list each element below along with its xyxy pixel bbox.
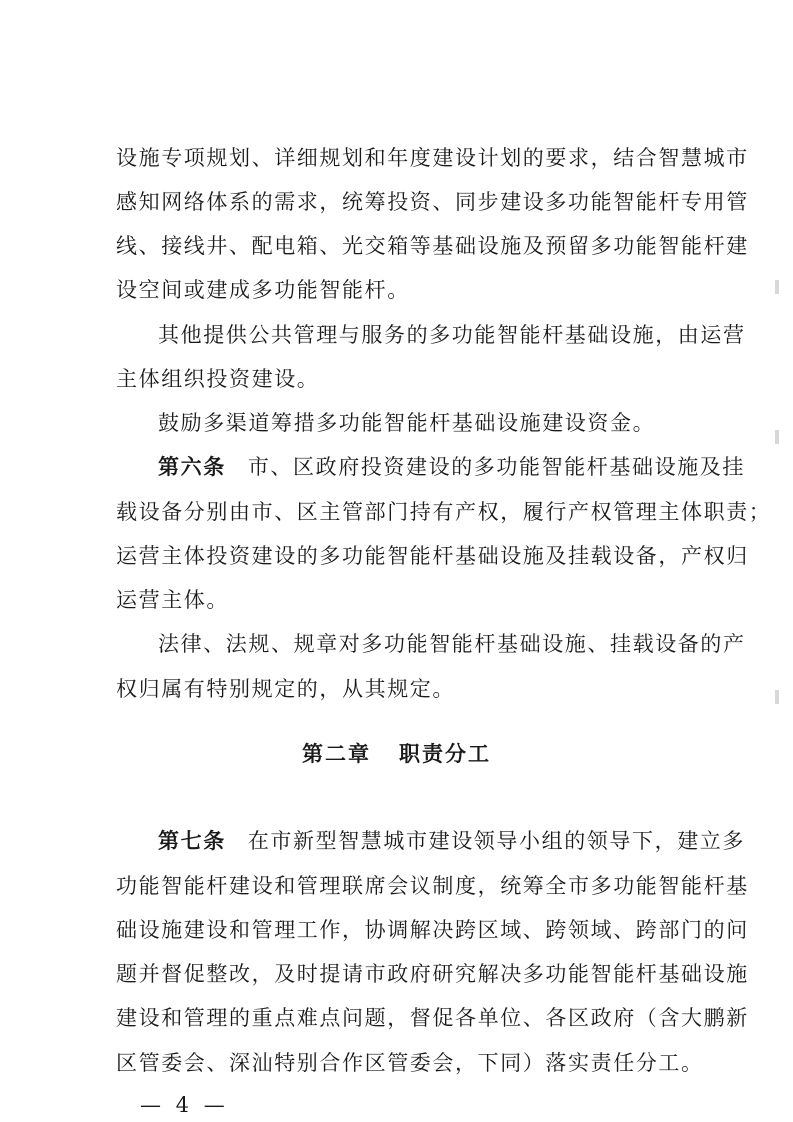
- text-line: 运营主体。: [116, 588, 229, 612]
- scan-mark: [775, 280, 779, 294]
- page-number: — 4 —: [140, 1093, 229, 1117]
- text-line: 鼓励多渠道筹措多功能智能杆基础设施建设资金。: [158, 411, 656, 435]
- text-line: 设施专项规划、详细规划和年度建设计划的要求，结合智慧城市: [116, 146, 749, 170]
- text-line: 设空间或建成多功能智能杆。: [116, 278, 410, 302]
- article-7-first-line: [158, 826, 746, 856]
- text-line: 其他提供公共管理与服务的多功能智能杆基础设施，由运营: [158, 323, 746, 347]
- text-line: 区管委会、深汕特别合作区管委会，下同）落实责任分工。: [116, 1051, 704, 1075]
- text-line: 感知网络体系的需求，统筹投资、同步建设多功能智能杆专用管: [116, 190, 749, 214]
- text-line: 功能智能杆建设和管理联席会议制度，统筹全市多功能智能杆基: [116, 874, 749, 898]
- text-line: 础设施建设和管理工作，协调解决跨区域、跨领域、跨部门的问: [116, 918, 749, 942]
- text-span: 在市新型智慧城市建设领导小组的领导下，建立多: [247, 829, 746, 853]
- article-7-label: 第七条: [158, 829, 226, 853]
- article-6-first-line: [158, 452, 746, 482]
- text-line: 建设和管理的重点难点问题，督促各单位、各区政府（含大鹏新: [116, 1006, 749, 1030]
- chapter-title: 职责分工: [399, 742, 491, 766]
- text-line: 线、接线井、配电箱、光交箱等基础设施及预留多功能智能杆建: [116, 234, 749, 258]
- article-6-label: 第六条: [158, 455, 226, 479]
- scan-mark: [775, 690, 779, 704]
- text-line: 主体组织投资建设。: [116, 367, 320, 391]
- text-line: 题并督促整改，及时提请市政府研究解决多功能智能杆基础设施: [116, 962, 749, 986]
- scan-mark: [775, 430, 779, 444]
- text-line: 载设备分别由市、区主管部门持有产权，履行产权管理主体职责；: [116, 500, 772, 524]
- text-line: 权归属有特别规定的，从其规定。: [116, 677, 455, 701]
- text-line: 法律、法规、规章对多功能智能杆基础设施、挂载设备的产: [158, 632, 746, 656]
- text-line: 运营主体投资建设的多功能智能杆基础设施及挂载设备，产权归: [116, 544, 749, 568]
- chapter-number: 第二章: [302, 742, 371, 766]
- text-span: 市、区政府投资建设的多功能智能杆基础设施及挂: [247, 455, 746, 479]
- chapter-heading: [0, 739, 793, 769]
